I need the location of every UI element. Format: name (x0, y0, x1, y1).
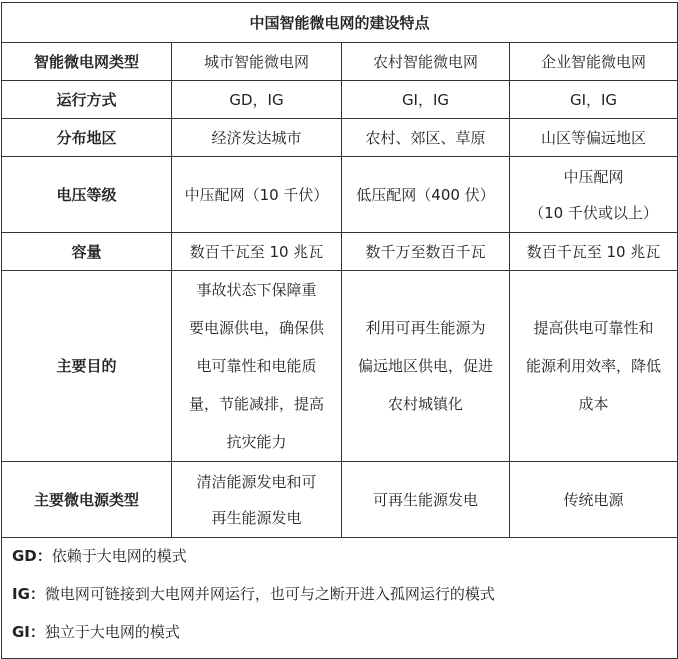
table-row (2, 271, 678, 462)
cell-voltage-rural: 低压配网（400 伏） (342, 157, 510, 233)
cell-mode-enterprise: GI，IG (510, 81, 678, 119)
cell-line: 电可靠性和电能质 (196, 357, 317, 375)
cell-area-city: 经济发达城市 (172, 119, 342, 157)
cell-goal-city (172, 271, 342, 462)
cell-line: 要电源供电，确保供 (188, 319, 324, 337)
cell-mode-city: GD，IG (172, 81, 342, 119)
note-key: GD： (12, 547, 52, 565)
note-key: GI： (12, 623, 45, 641)
cell-line: 清洁能源发电和可 (196, 472, 317, 491)
note-gi (12, 620, 677, 658)
table-title-row (2, 3, 678, 43)
cell-source-enterprise: 传统电源 (510, 462, 678, 538)
row-label-voltage: 电压等级 (2, 157, 172, 233)
note-text: 独立于大电网的模式 (44, 623, 180, 641)
cell-line: 事故状态下保障重 (196, 281, 317, 299)
cell-area-enterprise: 山区等偏远地区 (510, 119, 678, 157)
cell-source-city (172, 462, 342, 538)
cell-type-enterprise: 企业智能微电网 (510, 43, 678, 81)
table-row (2, 81, 678, 119)
construction-features-table-container (1, 2, 677, 659)
cell-capacity-enterprise: 数百千瓦至 10 兆瓦 (510, 233, 678, 271)
table-title: 中国智能微电网的建设特点 (2, 3, 678, 43)
row-label-source: 主要微电源类型 (2, 462, 172, 538)
cell-source-rural: 可再生能源发电 (342, 462, 510, 538)
row-label-mode: 运行方式 (2, 81, 172, 119)
cell-capacity-city: 数百千瓦至 10 兆瓦 (172, 233, 342, 271)
cell-line: 提高供电可靠性和 (533, 319, 654, 337)
notes-cell (2, 538, 678, 659)
cell-line: （10 千伏或以上） (529, 203, 658, 222)
cell-line: 抗灾能力 (226, 433, 287, 451)
cell-line: 偏远地区供电，促进 (357, 357, 493, 375)
table-row (2, 43, 678, 81)
cell-line: 能源利用效率，降低 (526, 357, 662, 375)
cell-voltage-city: 中压配网（10 千伏） (172, 157, 342, 233)
cell-line: 利用可再生能源为 (365, 319, 486, 337)
cell-goal-enterprise (510, 271, 678, 462)
notes-row (2, 538, 678, 659)
table-row (2, 119, 678, 157)
cell-line: 中压配网 (563, 167, 624, 186)
cell-type-city: 城市智能微电网 (172, 43, 342, 81)
row-label-type: 智能微电网类型 (2, 43, 172, 81)
note-text: 微电网可链接到大电网并网运行，也可与之断开进入孤网运行的模式 (44, 585, 495, 603)
cell-line: 成本 (578, 395, 609, 413)
row-label-goal: 主要目的 (2, 271, 172, 462)
cell-line: 量，节能减排，提高 (188, 395, 324, 413)
construction-features-table (1, 2, 678, 659)
note-key: IG： (12, 585, 45, 603)
cell-goal-rural (342, 271, 510, 462)
cell-mode-rural: GI，IG (342, 81, 510, 119)
cell-capacity-rural: 数千万至数百千瓦 (342, 233, 510, 271)
note-gd (12, 544, 677, 582)
note-ig (12, 582, 677, 620)
table-row (2, 233, 678, 271)
note-text: 依赖于大电网的模式 (51, 547, 187, 565)
table-row (2, 462, 678, 538)
cell-type-rural: 农村智能微电网 (342, 43, 510, 81)
cell-line: 再生能源发电 (211, 508, 302, 527)
table-row (2, 157, 678, 233)
cell-voltage-enterprise (510, 157, 678, 233)
cell-line: 农村城镇化 (387, 395, 463, 413)
cell-area-rural: 农村、郊区、草原 (342, 119, 510, 157)
row-label-capacity: 容量 (2, 233, 172, 271)
row-label-area: 分布地区 (2, 119, 172, 157)
